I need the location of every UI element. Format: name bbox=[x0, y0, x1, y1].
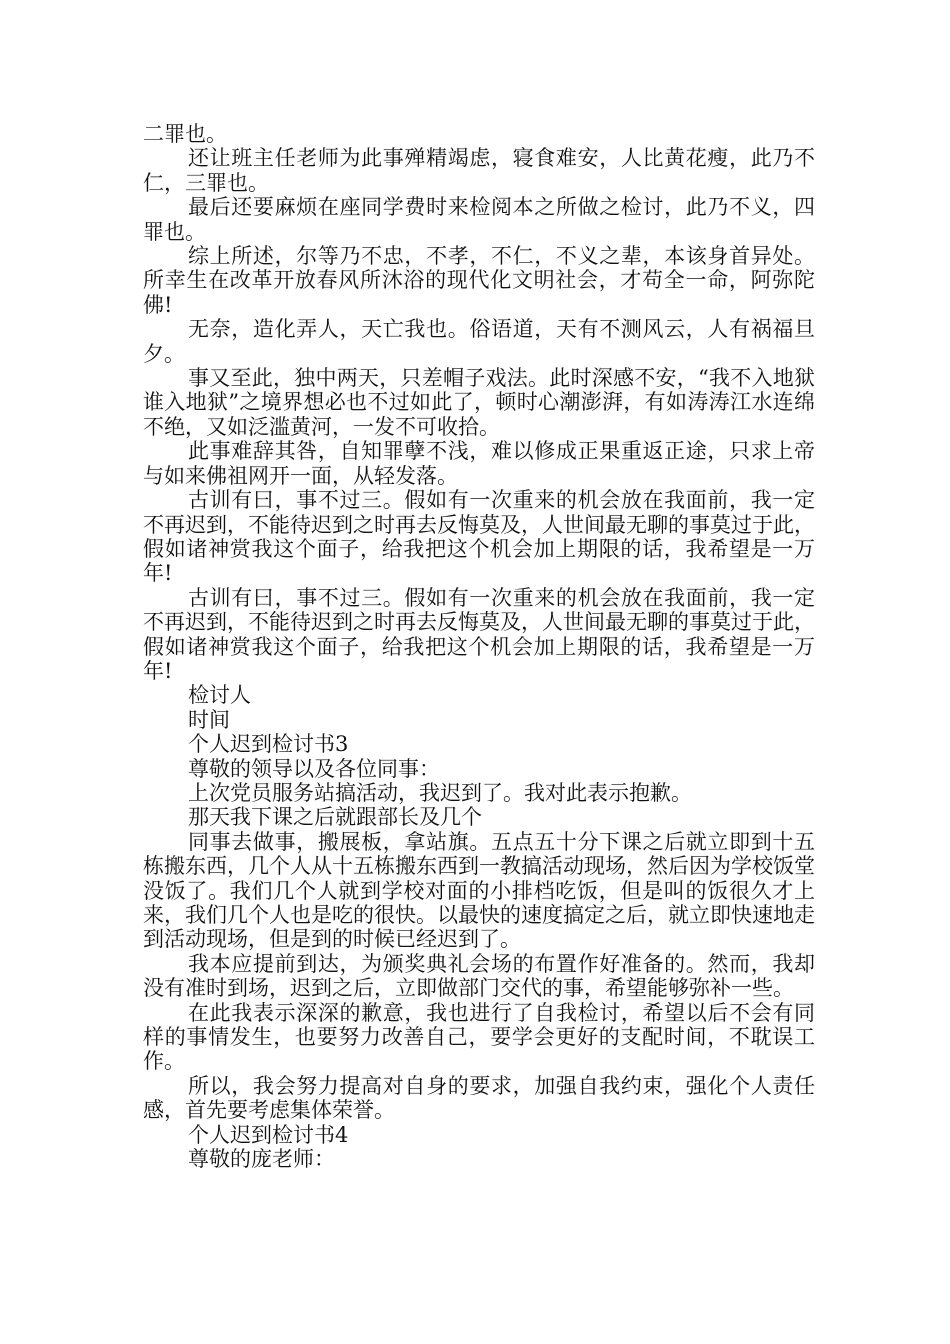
date-label: 时间 bbox=[188, 707, 230, 732]
paragraph: 所以，我会努力提高对自身的要求，加强自我约束，强化个人责任感，首先要考虑集体荣誉。 bbox=[143, 1073, 815, 1123]
paragraph: 此事难辞其咎，自知罪孽不浅，难以修成正果重返正途，只求上帝与如来佛祖网开一面，从轻发落。 bbox=[143, 439, 815, 488]
paragraph: 古训有曰，事不过三。假如有一次重来的机会放在我面前，我一定不再迟到，不能待迟到之时再去反悔莫及，人世间最无聊的事莫过于此，假如诸神赏我这个面子，给我把这个机会加上期限的话，我希望是一万年! bbox=[143, 585, 815, 683]
paragraph: 我本应提前到达，为颁奖典礼会场的布置作好准备的。然而，我却没有准时到场，迟到之后，立即做部门交代的事，希望能够弥补一些。 bbox=[143, 951, 815, 1001]
document-body bbox=[143, 122, 815, 1171]
paragraph: 上次党员服务站搞活动，我迟到了。我对此表示抱歉。 bbox=[188, 780, 692, 805]
section-title: 个人迟到检讨书4 bbox=[188, 1122, 349, 1147]
paragraph: 无奈，造化弄人，天亡我也。俗语道，天有不测风云，人有祸福旦夕。 bbox=[143, 317, 815, 366]
paragraph: 那天我下课之后就跟部长及几个 bbox=[188, 805, 482, 830]
paragraph: 同事去做事，搬展板，拿站旗。五点五十分下课之后就立即到十五栋搬东西，几个人从十五栋搬东西到一教搞活动现场，然后因为学校饭堂没饭了。我们几个人就到学校对面的小排档吃饭，但是叫的饭很久才上来，我们几个人也是吃的很快。以最快的速度搞定之后，就立即快速地走到活动现场，但是到的时候已经迟到了。 bbox=[143, 829, 815, 952]
paragraph: 古训有曰，事不过三。假如有一次重来的机会放在我面前，我一定不再迟到，不能待迟到之时再去反悔莫及，人世间最无聊的事莫过于此，假如诸神赏我这个面子，给我把这个机会加上期限的话，我希望是一万年! bbox=[143, 488, 815, 586]
paragraph: 还让班主任老师为此事殚精竭虑，寝食难安，人比黄花瘦，此乃不仁，三罪也。 bbox=[143, 146, 815, 195]
paragraph-continuation: 二罪也。 bbox=[143, 122, 227, 146]
signature-label: 检讨人 bbox=[188, 683, 251, 708]
paragraph: 综上所述，尔等乃不忠，不孝，不仁，不义之辈，本该身首异处。所幸生在改革开放春风所沐浴的现代化文明社会，才苟全一命，阿弥陀佛! bbox=[143, 244, 815, 317]
salutation: 尊敬的庞老师： bbox=[188, 1147, 335, 1172]
paragraph: 在此我表示深深的歉意，我也进行了自我检讨，希望以后不会有同样的事情发生，也要努力改善自己，要学会更好的支配时间，不耽误工作。 bbox=[143, 1000, 815, 1074]
section-title: 个人迟到检讨书3 bbox=[188, 732, 349, 757]
salutation: 尊敬的领导以及各位同事： bbox=[188, 756, 440, 781]
paragraph: 事又至此，独中两天，只差帽子戏法。此时深感不安，“我不入地狱谁入地狱”之境界想必也不过如此了，顿时心潮澎湃，有如涛涛江水连绵不绝，又如泛滥黄河，一发不可收拾。 bbox=[143, 366, 815, 439]
paragraph: 最后还要麻烦在座同学费时来检阅本之所做之检讨，此乃不义，四罪也。 bbox=[143, 195, 815, 244]
